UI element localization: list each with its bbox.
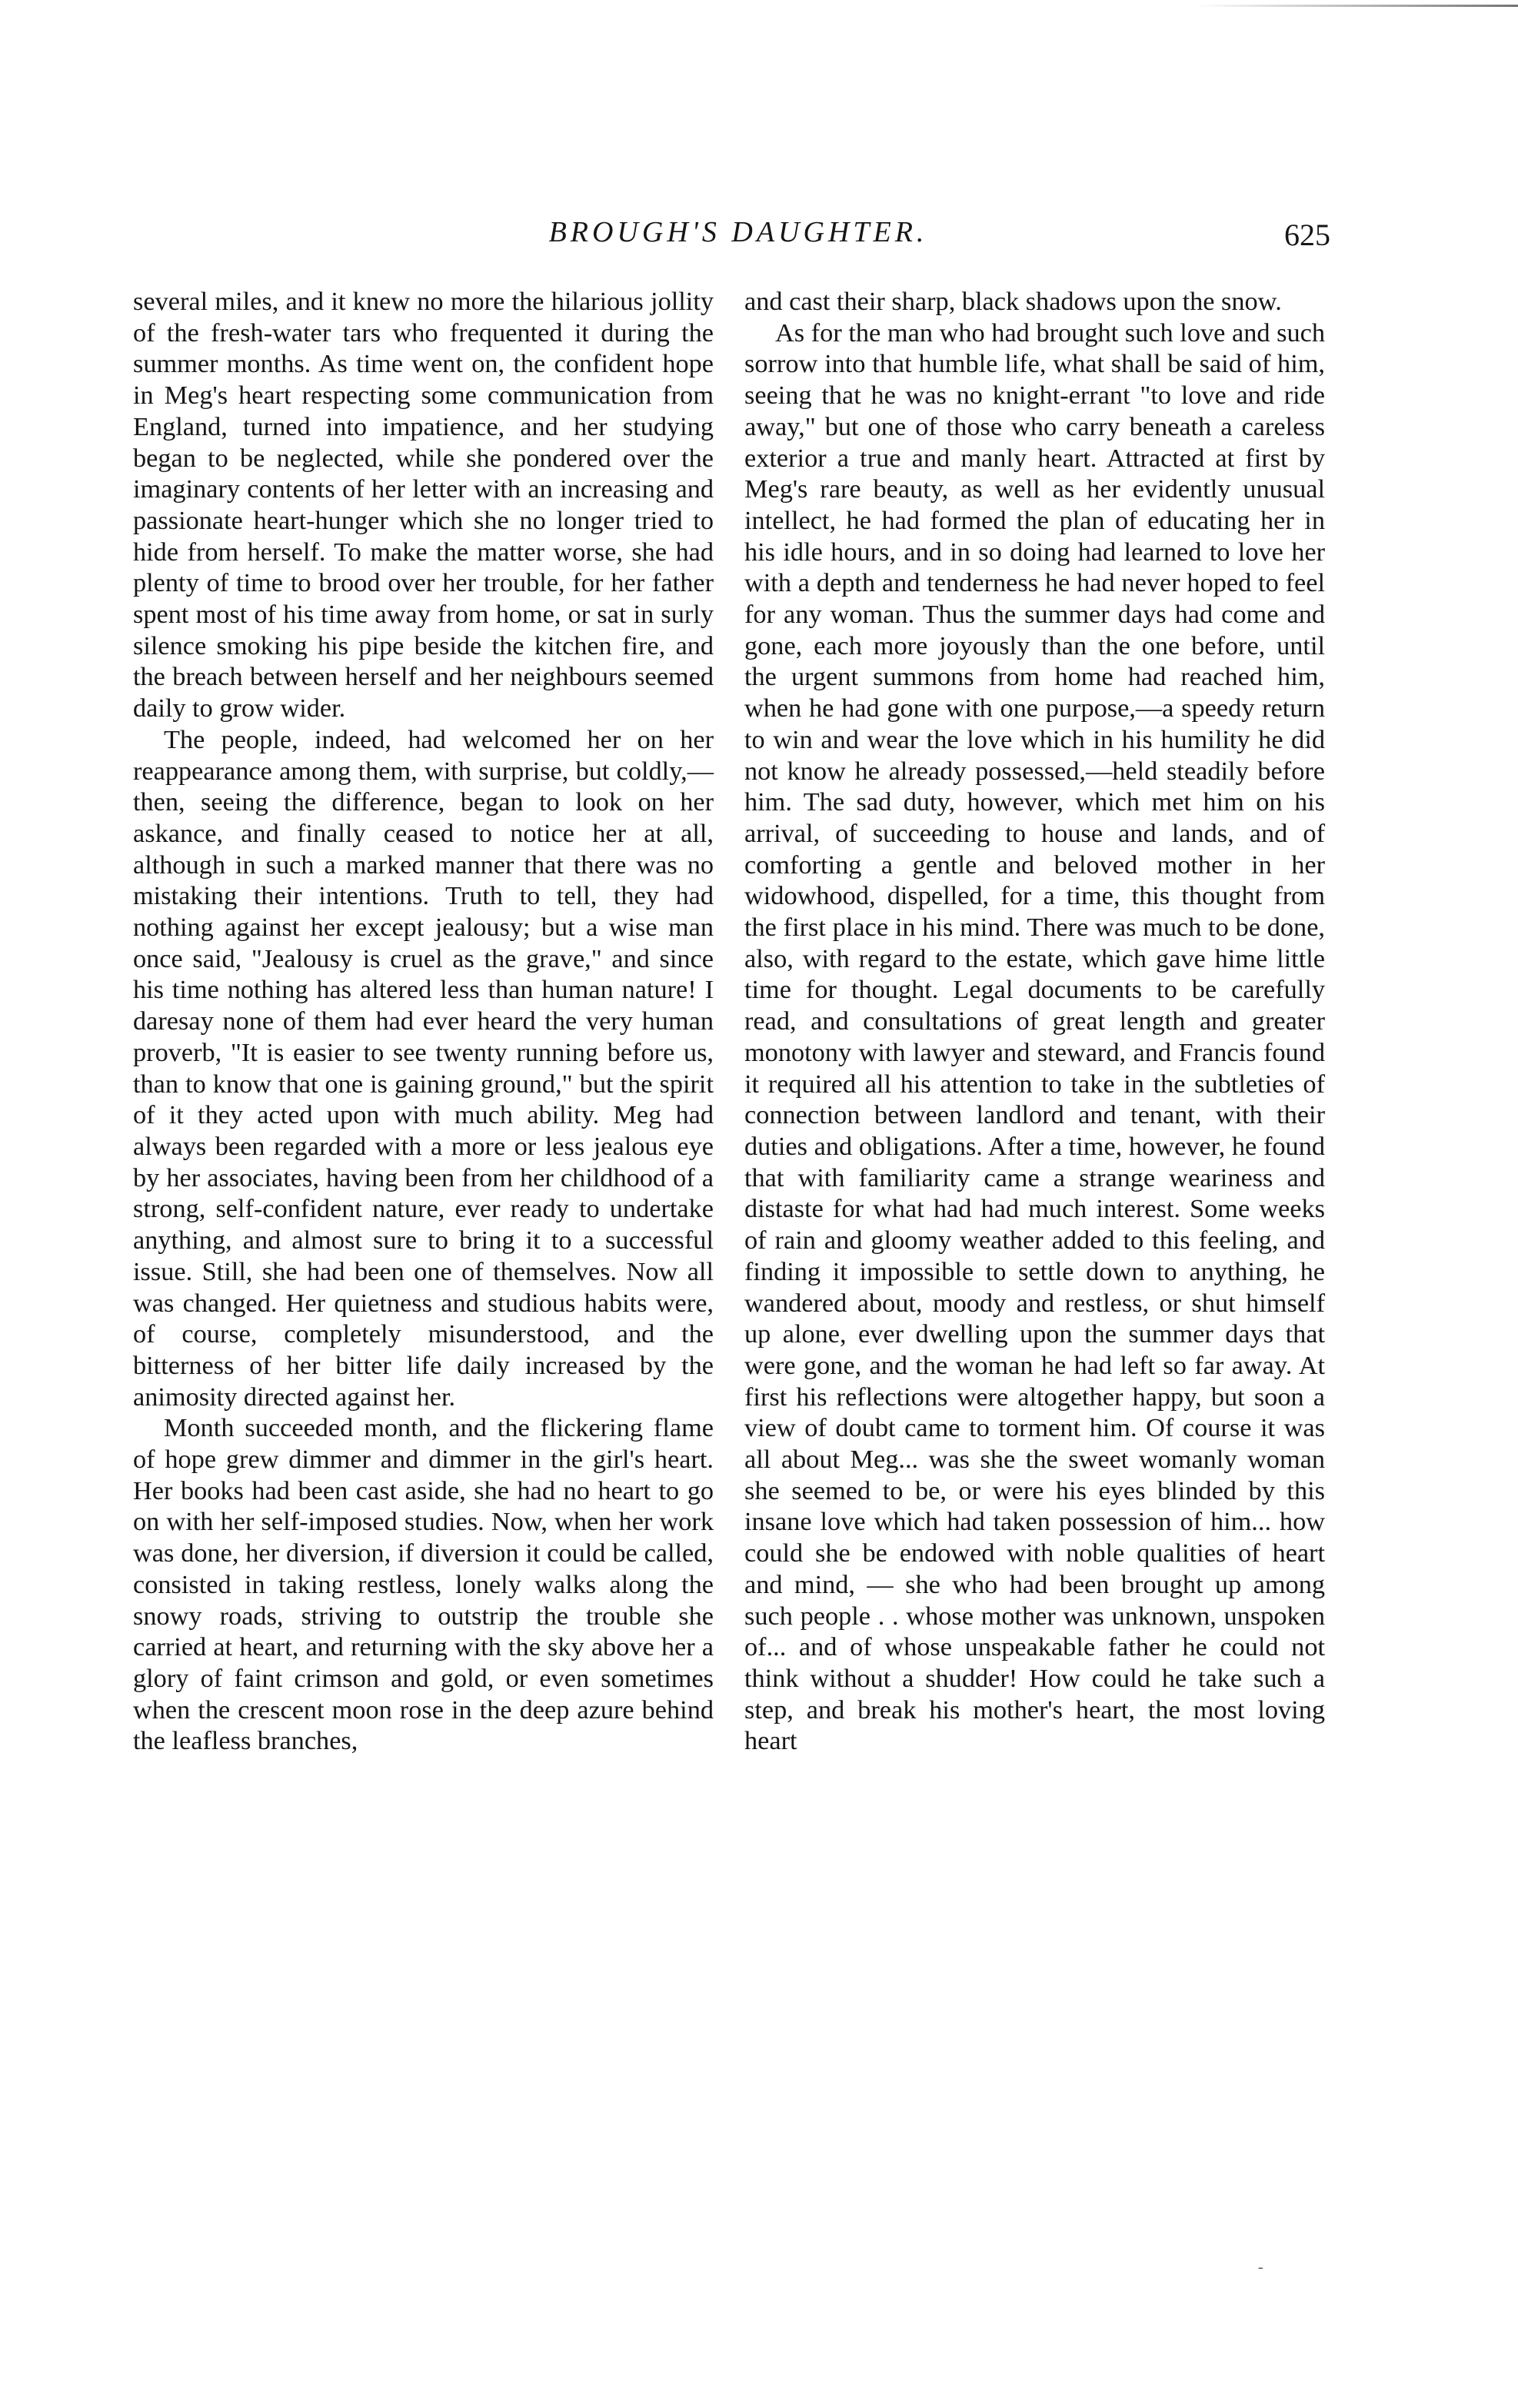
left-paragraph-3: Month succeeded month, and the flickering flame of hope grew dimmer and dimmer in the girl's heart. Her books had been cast aside, she had no heart to go on with her self-imposed studies. Now, when her work was done, her diversion, if diversion it could be called, consisted in taking restless, lonely walks along the snowy roads, striving to outstrip the trouble she carried at heart, and returning with the sky above her a glory of faint crimson and gold, or even sometimes when the crescent moon rose in the deep azure behind the leafless branches, xyxy=(133,1413,714,1756)
left-paragraph-1: several miles, and it knew no more the hilarious jollity of the fresh-water tars who frequented it during the summer months. As time went on, the confident hope in Meg's heart respecting some communication from England, turned into impatience, and her studying began to be neglected, while she pondered over the imaginary contents of her letter with an increasing and passionate heart-hunger which she no longer tried to hide from herself. To make the matter worse, she had plenty of time to brood over her trouble, for her father spent most of his time away from home, or sat in surly silence smoking his pipe beside the kitchen fire, and the breach between herself and her neighbours seemed daily to grow wider. xyxy=(133,287,714,723)
right-column xyxy=(744,286,1325,1757)
right-paragraph-2: As for the man who had brought such love and such sorrow into that humble life, what shall be said of him, seeing that he was no knight-errant "to love and ride away," but one of those who carry beneath a careless exterior a true and manly heart. Attracted at first by Meg's rare beauty, as well as her evidently unusual intellect, he had formed the plan of educating her in his idle hours, and in so doing had learned to love her with a depth and tenderness he had never hoped to feel for any woman. Thus the summer days had come and gone, each more joyously than the one before, until the urgent summons from home had reached him, when he had gone with one purpose,—a speedy return to win and wear the love which in his humility he did not know he already possessed,—held steadily before him. The sad duty, however, which met him on his arrival, of succeeding to house and lands, and of comforting a gentle and beloved mother in her widowhood, dispelled, for a time, this thought from the first place in his mind. There was much to be done, also, with regard to the estate, which gave hime little time for thought. Legal documents to be carefully read, and consultations of great length and greater monotony with lawyer and steward, and Francis found it required all his attention to take in the subtleties of connection between landlord and tenant, with their duties and obligations. After a time, however, he found that with familiarity came a strange weariness and distaste for what had had much interest. Some weeks of rain and gloomy weather added to this feeling, and finding it impossible to settle down to anything, he wandered about, moody and restless, or shut himself up alone, ever dwelling upon the summer days that were gone, and the woman he had left so far away. At first his reflections were altogether happy, but soon a view of doubt came to torment him. Of course it was all about Meg... was she the sweet womanly woman she seemed to be, or were his eyes blinded by this insane love which had taken possession of him... how could she be endowed with noble qualities of heart and mind, — she who had been brought up among such people . . whose mother was unknown, unspoken of... and of whose unspeakable father he could not think without a shudder! How could he take such a step, and break his mother's heart, the most loving heart xyxy=(744,318,1325,1756)
left-column xyxy=(133,286,714,1757)
running-title: BROUGH'S DAUGHTER. xyxy=(548,216,928,248)
footer-mark: - xyxy=(1258,2259,1263,2276)
running-head xyxy=(123,215,1353,261)
top-edge-rule xyxy=(1195,5,1518,7)
left-paragraph-2: The people, indeed, had welcomed her on her reappearance among them, with surprise, but coldly,—then, seeing the difference, began to look on her askance, and finally ceased to notice her at all, although in such a marked manner that there was no mistaking their intentions. Truth to tell, they had nothing against her except jealousy; but a wise man once said, "Jealousy is cruel as the grave," and since his time nothing has altered less than human nature! I daresay none of them had ever heard the very human proverb, "It is easier to see twenty running before us, than to know that one is gaining ground," but the spirit of it they acted upon with much ability. Meg had always been regarded with a more or less jealous eye by her associates, having been from her childhood of a strong, self-confident nature, ever ready to undertake anything, and almost sure to bring it to a successful issue. Still, she had been one of themselves. Now all was changed. Her quietness and studious habits were, of course, completely misunderstood, and the bitterness of her bitter life daily increased by the animosity directed against her. xyxy=(133,724,714,1412)
right-paragraph-1: and cast their sharp, black shadows upon the snow. xyxy=(744,287,1282,316)
page-number: 625 xyxy=(1284,218,1330,252)
